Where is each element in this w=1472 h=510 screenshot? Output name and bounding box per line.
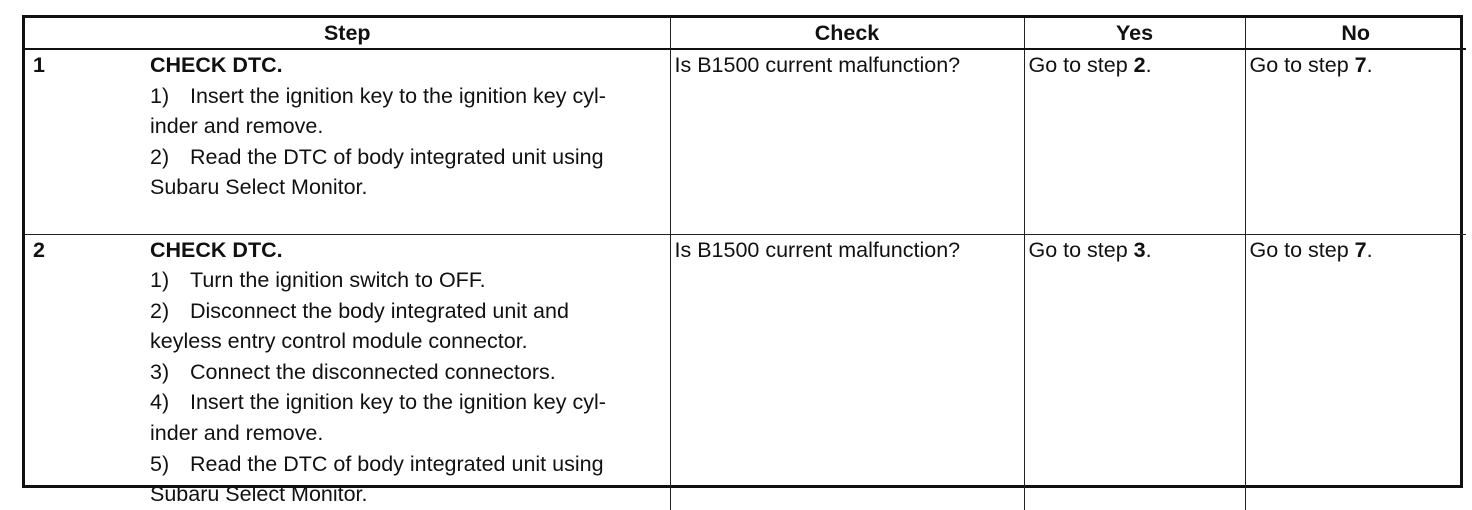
step-line-text: keyless entry control module connector. xyxy=(150,329,528,354)
step-line xyxy=(150,111,662,142)
yes-suffix: . xyxy=(1145,53,1152,77)
step-instructions xyxy=(150,50,666,203)
step-title: CHECK DTC. xyxy=(150,53,283,77)
step-line-text: Insert the ignition key to the ignition key cyl- xyxy=(190,390,606,415)
yes-suffix: . xyxy=(1145,237,1152,262)
step-line-number: 1) xyxy=(150,83,170,108)
check-cell: Is B1500 current malfunction? xyxy=(670,49,1024,234)
step-line-number: 4) xyxy=(150,390,170,415)
step-line-text: inder and remove. xyxy=(150,114,324,139)
yes-cell xyxy=(1024,49,1245,234)
step-line xyxy=(150,142,662,173)
step-line-text: Subaru Select Monitor. xyxy=(150,482,368,507)
step-cell xyxy=(25,234,670,510)
column-header-yes: Yes xyxy=(1024,18,1245,49)
diagnostic-procedure-table-frame xyxy=(22,15,1463,507)
no-suffix: . xyxy=(1366,237,1373,262)
step-line-text: Insert the ignition key to the ignition key cyl- xyxy=(190,83,606,108)
yes-prefix: Go to step xyxy=(1028,53,1134,77)
yes-prefix: Go to step xyxy=(1028,237,1134,262)
no-prefix: Go to step xyxy=(1249,237,1355,262)
step-line xyxy=(150,326,662,357)
step-line-text: inder and remove. xyxy=(150,421,324,446)
step-line-text: Read the DTC of body integrated unit using xyxy=(190,451,604,476)
table-row xyxy=(25,234,1466,510)
column-header-step: Step xyxy=(25,18,670,49)
step-line-number: 5) xyxy=(150,451,170,476)
step-line-number: 2) xyxy=(150,298,170,323)
table-header-row xyxy=(25,18,1466,49)
step-line-number: 2) xyxy=(150,144,170,169)
step-line xyxy=(150,265,662,296)
step-number: 1 xyxy=(33,53,45,77)
no-step-link[interactable]: 7 xyxy=(1354,53,1367,77)
step-cell xyxy=(25,49,670,234)
step-line-number: 1) xyxy=(150,268,170,293)
yes-step-link[interactable]: 2 xyxy=(1133,53,1146,77)
check-cell: Is B1500 current malfunction? xyxy=(670,234,1024,510)
no-suffix: . xyxy=(1366,53,1373,77)
no-cell xyxy=(1245,234,1466,510)
step-line xyxy=(150,172,662,203)
column-header-no: No xyxy=(1245,18,1466,49)
step-title: CHECK DTC. xyxy=(150,237,283,262)
step-instructions xyxy=(150,235,666,510)
step-line-text: Subaru Select Monitor. xyxy=(150,175,368,200)
yes-step-link[interactable]: 3 xyxy=(1133,237,1146,262)
step-line-number: 3) xyxy=(150,359,170,384)
step-line xyxy=(150,418,662,449)
step-number: 2 xyxy=(33,237,45,262)
step-line-text: Read the DTC of body integrated unit using xyxy=(190,144,604,169)
step-line xyxy=(150,81,662,112)
step-line xyxy=(150,296,662,327)
no-cell xyxy=(1245,49,1466,234)
diagnostic-procedure-table xyxy=(25,18,1466,510)
no-prefix: Go to step xyxy=(1249,53,1355,77)
step-line-text: Disconnect the body integrated unit and xyxy=(190,298,569,323)
step-line xyxy=(150,387,662,418)
table-row xyxy=(25,49,1466,234)
step-line xyxy=(150,449,662,480)
step-line xyxy=(150,357,662,388)
column-header-check: Check xyxy=(670,18,1024,49)
step-line-text: Connect the disconnected connectors. xyxy=(190,359,556,384)
no-step-link[interactable]: 7 xyxy=(1354,237,1367,262)
step-line-text: Turn the ignition switch to OFF. xyxy=(190,268,486,293)
step-line xyxy=(150,479,662,510)
yes-cell xyxy=(1024,234,1245,510)
